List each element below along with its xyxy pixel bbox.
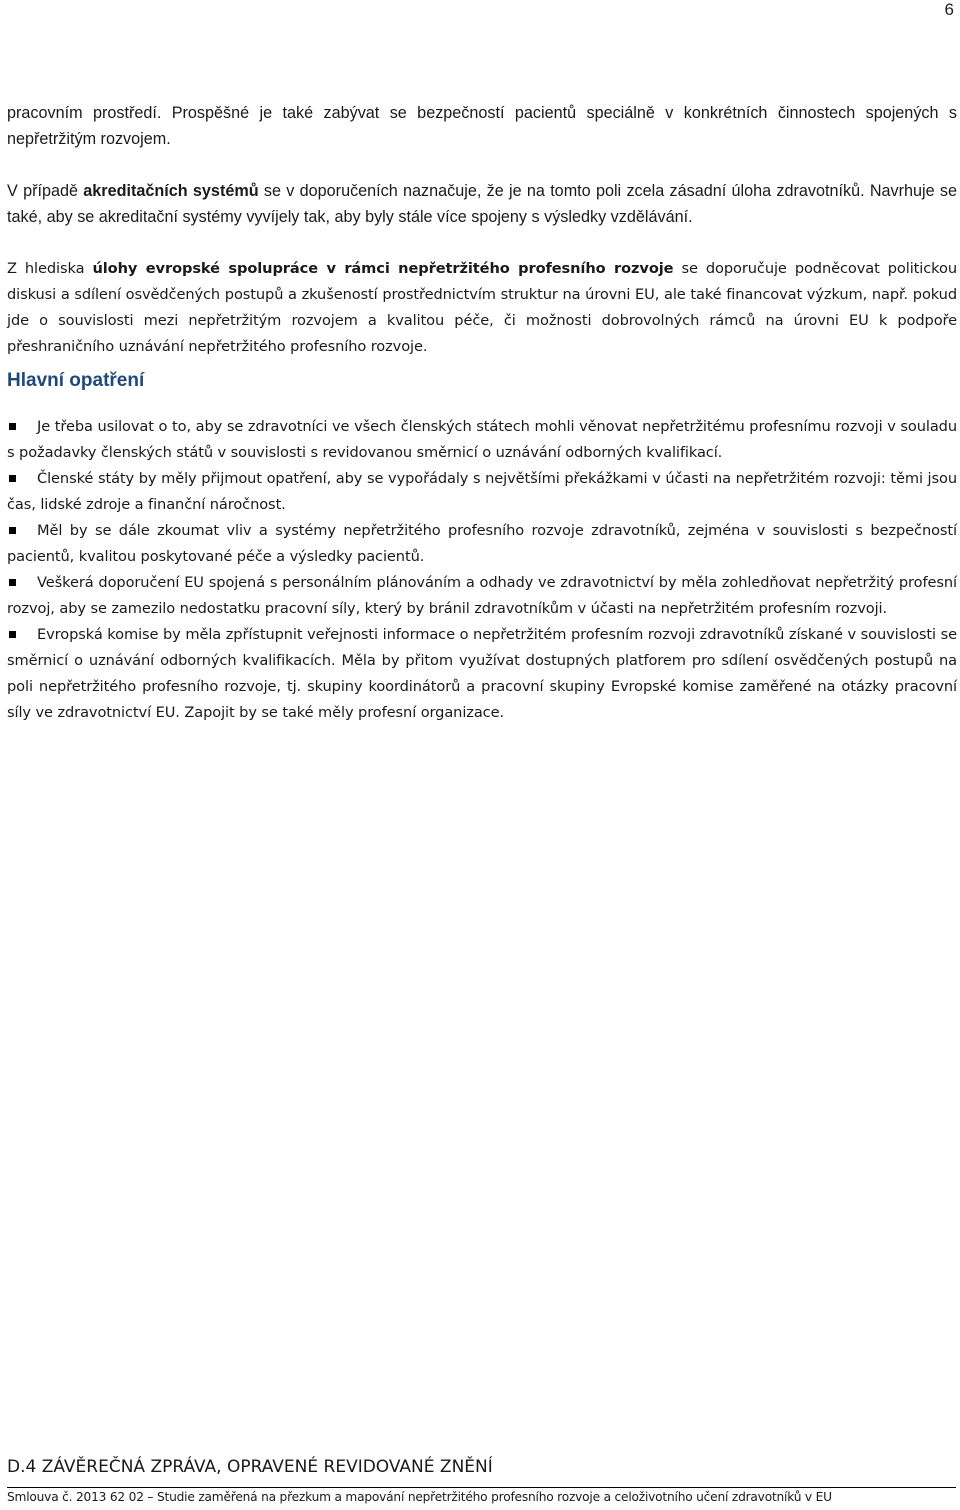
- document-body: [7, 100, 957, 726]
- list-item: [7, 570, 957, 622]
- footer-contract-line: Smlouva č. 2013 62 02 – Studie zaměřená na přezkum a mapování nepřetržitého profesního rozvoje a celoživotního učení zdravotníků v EU: [7, 1490, 832, 1504]
- square-bullet-icon: [9, 631, 16, 638]
- measure-text: Členské státy by měly přijmout opatření, aby se vypořádaly s největšími překážkami v účasti na nepřetržitém rozvoji: těmi jsou čas, lidské zdroje a finanční náročnost.: [7, 470, 957, 513]
- paragraph-accreditation: [7, 178, 957, 230]
- section-heading-main-measures: Hlavní opatření: [7, 370, 145, 391]
- measure-text: Evropská komise by měla zpřístupnit veřejnosti informace o nepřetržitém profesním rozvoji zdravotníků získané v souvislosti se směrnicí o uznávání odborných kvalifikacích. Měla by přitom využívat dostupných platforem pro sdílení osvědčených postupů na poli nepřetržitého profesního rozvoje, tj. skupiny koordinátorů a pracovní skupiny Evropské komise zaměřené na otázky pracovní síly ve zdravotnictví EU. Zapojit by se také měly profesní organizace.: [7, 626, 957, 721]
- paragraph-eu-rest: se doporučuje podněcovat politickou diskusi a sdílení osvědčených postupů a zkušeností prostřednictvím struktur na úrovni EU, ale také financovat výzkum, např. pokud jde o souvislosti mezi nepřetržitým rozvojem a kvalitou péče, či možnosti dobrovolných rámců na úrovni EU k podpoře přeshraničního uznávání nepřetržitého profesního rozvoje.: [7, 260, 957, 355]
- measure-text: Měl by se dále zkoumat vliv a systémy nepřetržitého profesního rozvoje zdravotníků, zejména v souvislosti s bezpečností pacientů, kvalitou poskytované péče a výsledky pacientů.: [7, 522, 957, 565]
- measure-text: Veškerá doporučení EU spojená s personálním plánováním a odhady ve zdravotnictví by měla zohledňovat nepřetržitý profesní rozvoj, aby se zamezilo nedostatku pracovní síly, který by bránil zdravotníkům v účasti na nepřetržitém profesním rozvoji.: [7, 574, 957, 617]
- square-bullet-icon: [9, 579, 16, 586]
- paragraph-accreditation-lead: V případě: [7, 182, 84, 200]
- measures-list: [7, 414, 957, 726]
- paragraph-eu-cooperation: [7, 256, 957, 360]
- footer-report-title: D.4 ZÁVĚREČNÁ ZPRÁVA, OPRAVENÉ REVIDOVANÉ ZNĚNÍ: [7, 1457, 493, 1477]
- paragraph-eu-lead: Z hlediska: [7, 260, 93, 277]
- accreditation-systems-emphasis: akreditačních systémů: [83, 182, 259, 200]
- list-item: [7, 414, 957, 466]
- list-item: [7, 622, 957, 726]
- eu-cooperation-emphasis: úlohy evropské spolupráce v rámci nepřetržitého profesního rozvoje: [92, 260, 674, 277]
- square-bullet-icon: [9, 475, 16, 482]
- list-item: [7, 518, 957, 570]
- paragraph-accreditation-rest: se v doporučeních naznačuje, že je na tomto poli zcela zásadní úloha zdravotníků. Navrhuje se také, aby se akreditační systémy vyvíjely tak, aby byly stále více spojeny s výsledky vzdělávání.: [7, 182, 958, 226]
- footer-divider: [7, 1487, 956, 1488]
- measure-text: Je třeba usilovat o to, aby se zdravotníci ve všech členských státech mohli věnovat nepřetržitému profesnímu rozvoji v souladu s požadavky členských států v souvislosti s revidovanou směrnicí o uznávání odborných kvalifikací.: [7, 418, 957, 461]
- square-bullet-icon: [9, 527, 16, 534]
- page-number: 6: [944, 0, 954, 19]
- list-item: [7, 466, 957, 518]
- paragraph-patient-safety: pracovním prostředí. Prospěšné je také zabývat se bezpečností pacientů speciálně v konkrétních činnostech spojených s nepřetržitým rozvojem.: [7, 104, 957, 148]
- square-bullet-icon: [9, 423, 16, 430]
